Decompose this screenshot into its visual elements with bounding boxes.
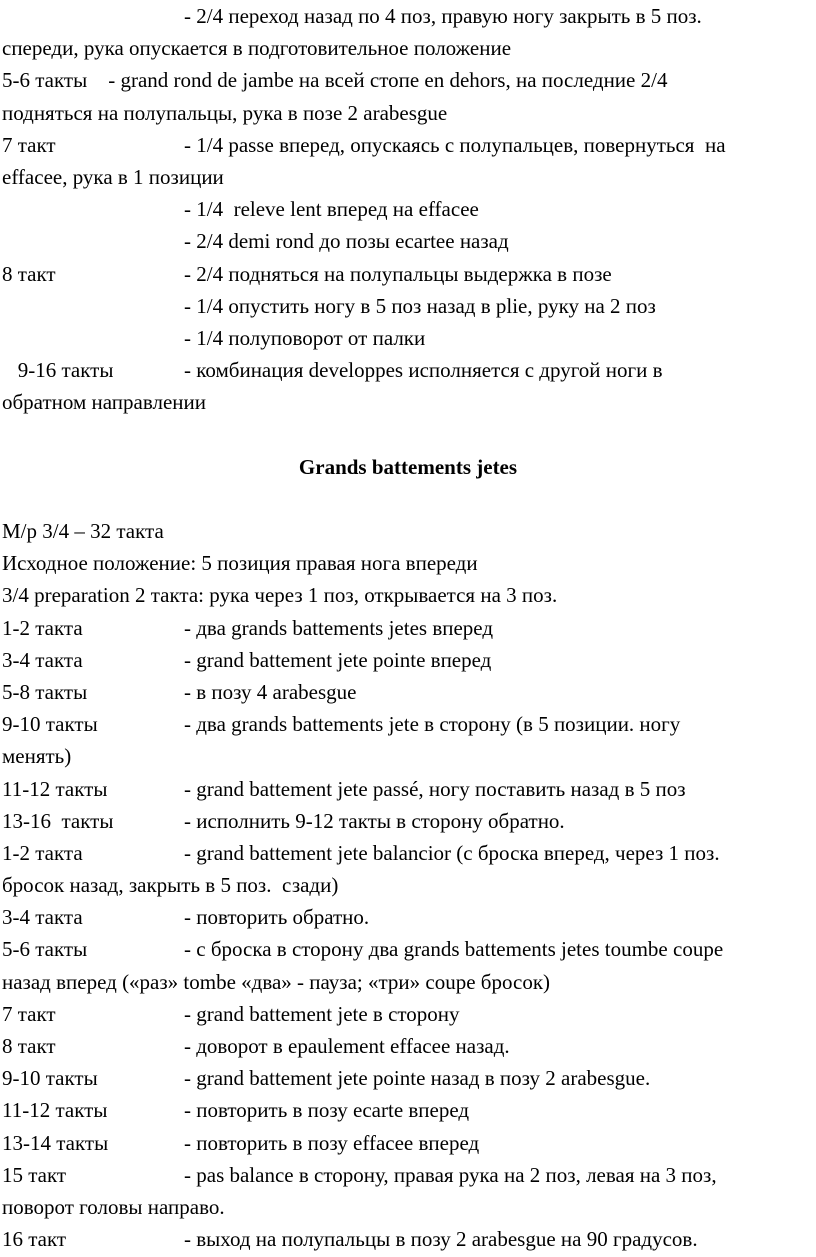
measure-label: 9-10 такты xyxy=(2,712,98,737)
measure-label: 15 такт xyxy=(2,1162,67,1187)
step-description: - grand battement jete balancior (с броска вперед, через 1 поз. xyxy=(184,840,720,865)
step-description: - grand battement jete pointe назад в позу 2 arabesgue. xyxy=(184,1066,651,1091)
text-line xyxy=(2,1191,814,1223)
text-line xyxy=(2,869,814,901)
measure-label: 11-12 такты xyxy=(2,1098,108,1123)
measure-label: 1-2 такта xyxy=(2,840,83,865)
measure-label: 13-16 такты xyxy=(2,808,114,833)
line-text: менять) xyxy=(2,744,72,769)
line-text: 3/4 preparation 2 такта: рука через 1 поз, открывается на 3 поз. xyxy=(2,583,558,608)
text-line xyxy=(2,547,814,579)
document-page xyxy=(2,0,814,1255)
measure-label: 9-16 такты xyxy=(2,358,114,383)
text-line xyxy=(2,676,814,708)
measure-label: 5-8 такты xyxy=(2,679,88,704)
text-line xyxy=(2,579,814,611)
text-line xyxy=(2,612,814,644)
text-line xyxy=(2,740,814,772)
step-description: - повторить в позу effacee вперед xyxy=(184,1130,480,1155)
step-description: - 2/4 demi rond до позы ecartee назад xyxy=(184,229,509,254)
line-text: подняться на полупальцы, рука в позе 2 arabesgue xyxy=(2,100,448,125)
step-description: - grand battement jete pointe вперед xyxy=(184,647,492,672)
measure-label: 8 такт xyxy=(2,261,56,286)
line-text: Исходное положение: 5 позиция правая нога впереди xyxy=(2,551,478,576)
measure-label: 1-2 такта xyxy=(2,615,83,640)
text-line xyxy=(2,515,814,547)
step-description: - доворот в epaulement effacee назад. xyxy=(184,1034,510,1058)
step-description: - комбинация developpes исполняется с другой ноги в xyxy=(184,358,663,383)
line-text: обратном направлении xyxy=(2,390,207,415)
step-description: - pas balance в сторону, правая рука на 2 поз, левая на 3 поз, xyxy=(184,1162,717,1187)
text-line xyxy=(2,386,814,418)
text-line xyxy=(2,32,814,64)
step-description: - с броска в сторону два grands battements jetes toumbe coupe xyxy=(184,937,724,962)
text-line xyxy=(2,933,814,965)
step-description: - исполнить 9-12 такты в сторону обратно. xyxy=(184,808,565,833)
text-line xyxy=(2,0,814,32)
step-description: - выход на полупальцы в позу 2 arabesgue на 90 градусов. xyxy=(184,1227,698,1252)
step-description: - 1/4 passe вперед, опускаясь с полупальцев, повернуться на xyxy=(184,132,726,157)
step-description: - повторить обратно. xyxy=(184,905,370,930)
measure-label: 7 такт xyxy=(2,132,56,157)
line-text: 5-6 такты - grand rond de jambe на всей стопе en dehors, на последние 2/4 xyxy=(2,68,668,93)
developpes-section xyxy=(2,0,814,418)
measure-label: 5-6 такты xyxy=(2,937,88,962)
line-text: бросок назад, закрыть в 5 поз. сзади) xyxy=(2,873,339,898)
text-line xyxy=(2,773,814,805)
text-line xyxy=(2,901,814,933)
measure-label: 16 такт xyxy=(2,1227,67,1252)
measure-label: 7 такт xyxy=(2,1001,56,1026)
text-line xyxy=(2,129,814,161)
line-text: М/р 3/4 – 32 такта xyxy=(2,519,164,543)
measure-label: 8 такт xyxy=(2,1034,56,1058)
blank-line xyxy=(2,483,814,515)
section-heading: Grands battements jetes xyxy=(298,454,518,479)
step-description: - 1/4 опустить ногу в 5 поз назад в plie, руку на 2 поз xyxy=(184,293,656,318)
text-line xyxy=(2,354,814,386)
text-line xyxy=(2,64,814,96)
step-description: - 2/4 переход назад по 4 поз, правую ногу закрыть в 5 поз. xyxy=(184,4,702,28)
text-line xyxy=(2,161,814,193)
blank-line xyxy=(2,418,814,450)
text-line xyxy=(2,1030,814,1062)
text-line xyxy=(2,998,814,1030)
text-line xyxy=(2,322,814,354)
line-text: спереди, рука опускается в подготовительное положение xyxy=(2,36,512,61)
text-line xyxy=(2,966,814,998)
measure-label: 13-14 такты xyxy=(2,1130,109,1155)
measure-label: 11-12 такты xyxy=(2,776,108,801)
text-line xyxy=(2,1223,814,1255)
step-description: - 1/4 полуповорот от палки xyxy=(184,325,426,350)
measure-label: 3-4 такта xyxy=(2,905,83,930)
step-description: - 1/4 releve lent вперед на effacee xyxy=(184,197,479,222)
text-line xyxy=(2,258,814,290)
text-line xyxy=(2,193,814,225)
text-line xyxy=(2,225,814,257)
step-description: - 2/4 подняться на полупальцы выдержка в позе xyxy=(184,261,612,286)
text-line xyxy=(2,1127,814,1159)
line-text: назад вперед («раз» tombe «два» - пауза; «три» coupe бросок) xyxy=(2,969,551,994)
text-line xyxy=(2,708,814,740)
step-description: - два grands battements jete в сторону (в 5 позиции. ногу xyxy=(184,712,681,737)
step-description: - grand battement jete в сторону xyxy=(184,1001,460,1026)
step-description: - два grands battements jetes вперед xyxy=(184,615,494,640)
measure-label: 9-10 такты xyxy=(2,1066,98,1091)
text-line xyxy=(2,97,814,129)
text-line xyxy=(2,644,814,676)
step-description: - grand battement jete passé, ногу поставить назад в 5 поз xyxy=(184,776,686,801)
text-line xyxy=(2,1159,814,1191)
step-description: - повторить в позу ecarte вперед xyxy=(184,1098,470,1123)
line-text: effacee, рука в 1 позиции xyxy=(2,164,224,189)
grands-battements-section xyxy=(2,515,814,1255)
line-text: поворот головы направо. xyxy=(2,1194,225,1219)
text-line xyxy=(2,837,814,869)
measure-label: 3-4 такта xyxy=(2,647,83,672)
text-line xyxy=(2,1094,814,1126)
text-line xyxy=(2,1062,814,1094)
text-line xyxy=(2,805,814,837)
text-line xyxy=(2,290,814,322)
step-description: - в позу 4 arabesgue xyxy=(184,679,357,704)
